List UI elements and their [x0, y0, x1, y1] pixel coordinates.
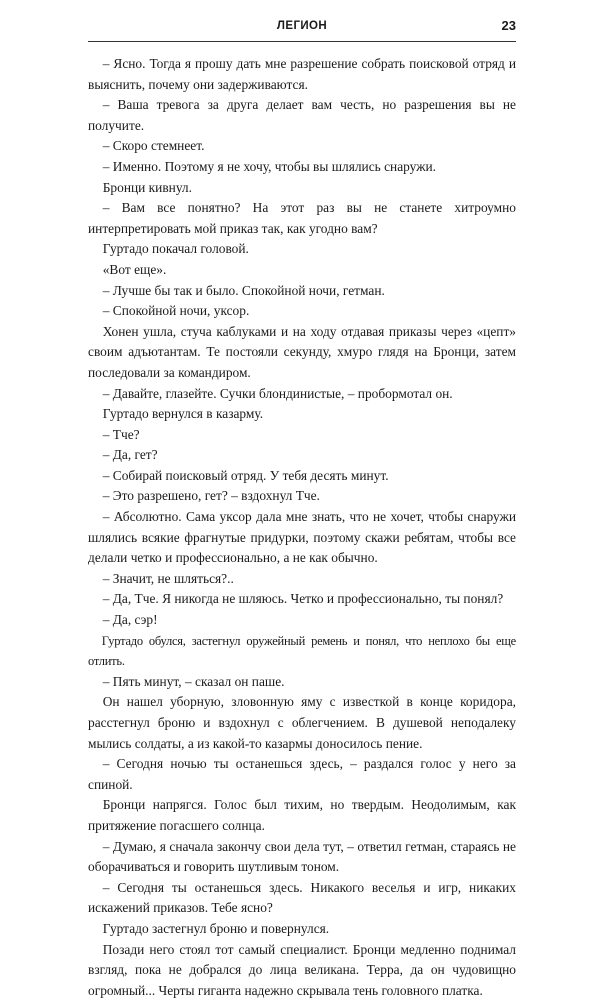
- paragraph: – Спокойной ночи, уксор.: [102, 303, 250, 319]
- paragraph: – Пять минут, – сказал он паше.: [102, 673, 285, 689]
- paragraph: Бронци кивнул.: [102, 179, 192, 195]
- body-text: [88, 54, 516, 1001]
- paragraph: Гуртадо вернулся в казарму.: [102, 406, 264, 422]
- paragraph: Гуртадо обулся, застегнул оружейный ремень и понял, что неплохо бы еще отлить.: [88, 633, 516, 669]
- paragraph: Гуртадо покачал головой.: [102, 241, 249, 257]
- paragraph: – Ясно. Тогда я прошу дать мне разрешение собрать поисковой отряд и выяснить, почему они задерживаются.: [88, 56, 516, 92]
- paragraph: – Абсолютно. Сама уксор дала мне знать, что не хочет, чтобы снаружи шлялись всякие фрагнутые придурки, поэтому скажи ребятам, чтобы все делали четко и профессионально, а не как обычно.: [88, 509, 516, 566]
- paragraph: «Вот еще».: [102, 261, 167, 277]
- paragraph: – Да, Тче. Я никогда не шляюсь. Четко и профессионально, ты понял?: [102, 591, 504, 607]
- header-rule: [88, 41, 516, 42]
- paragraph: – Вам все понятно? На этот раз вы не станете хитроумно интерпретировать мой приказ так, как угодно вам?: [88, 200, 516, 236]
- paragraph: – Скоро стемнеет.: [102, 138, 205, 154]
- paragraph: – Это разрешено, гет? – вздохнул Тче.: [102, 488, 320, 504]
- paragraph: – Давайте, глазейте. Сучки блондинистые, – пробормотал он.: [102, 385, 453, 401]
- running-title: ЛЕГИОН: [276, 20, 328, 32]
- page-number: 23: [501, 18, 516, 33]
- paragraph: – Тче?: [102, 426, 140, 442]
- paragraph: Он нашел уборную, зловонную яму с известкой в конце коридора, расстегнул броню и вздохнул с облегчением. В душевой неподалеку мылись солдаты, а из какой-то казармы доносилось пение.: [88, 694, 516, 751]
- paragraph: – Ваша тревога за друга делает вам честь, но разрешения вы не получите.: [88, 97, 516, 133]
- paragraph: – Собирай поисковый отряд. У тебя десять минут.: [102, 467, 389, 483]
- paragraph: – Лучше бы так и было. Спокойной ночи, гетман.: [102, 282, 385, 298]
- paragraph: – Да, сэр!: [102, 612, 158, 628]
- paragraph: – Сегодня ночью ты останешься здесь, – раздался голос у него за спиной.: [88, 756, 516, 792]
- paragraph: – Думаю, я сначала закончу свои дела тут, – ответил гетман, стараясь не оборачиваться и говорить шутливым тоном.: [88, 838, 516, 875]
- paragraph: Позади него стоял тот самый специалист. Бронци медленно поднимал взгляд, пока не добрался до лица великана. Терра, да он чудовищно огромный... Черты гиганта надежно скрывала тень головного платка.: [88, 941, 516, 998]
- paragraph: Хонен ушла, стуча каблуками и на ходу отдавая приказы через «цепт» своим адъютантам. Те постояли секунду, хмуро глядя на Бронци, затем последовали за командиром.: [88, 323, 516, 380]
- paragraph: – Именно. Поэтому я не хочу, чтобы вы шлялись снаружи.: [102, 158, 436, 174]
- paragraph: – Да, гет?: [102, 447, 158, 463]
- paragraph: – Сегодня ты останешься здесь. Никакого веселья и игр, никаких искажений приказов. Тебе ясно?: [88, 879, 516, 916]
- paragraph: Гуртадо застегнул броню и повернулся.: [102, 920, 330, 936]
- paragraph: Бронци напрягся. Голос был тихим, но твердым. Неодолимым, как притяжение погасшего солнца.: [88, 797, 516, 833]
- paragraph: – Значит, не шляться?..: [102, 570, 234, 586]
- running-header: [88, 18, 516, 38]
